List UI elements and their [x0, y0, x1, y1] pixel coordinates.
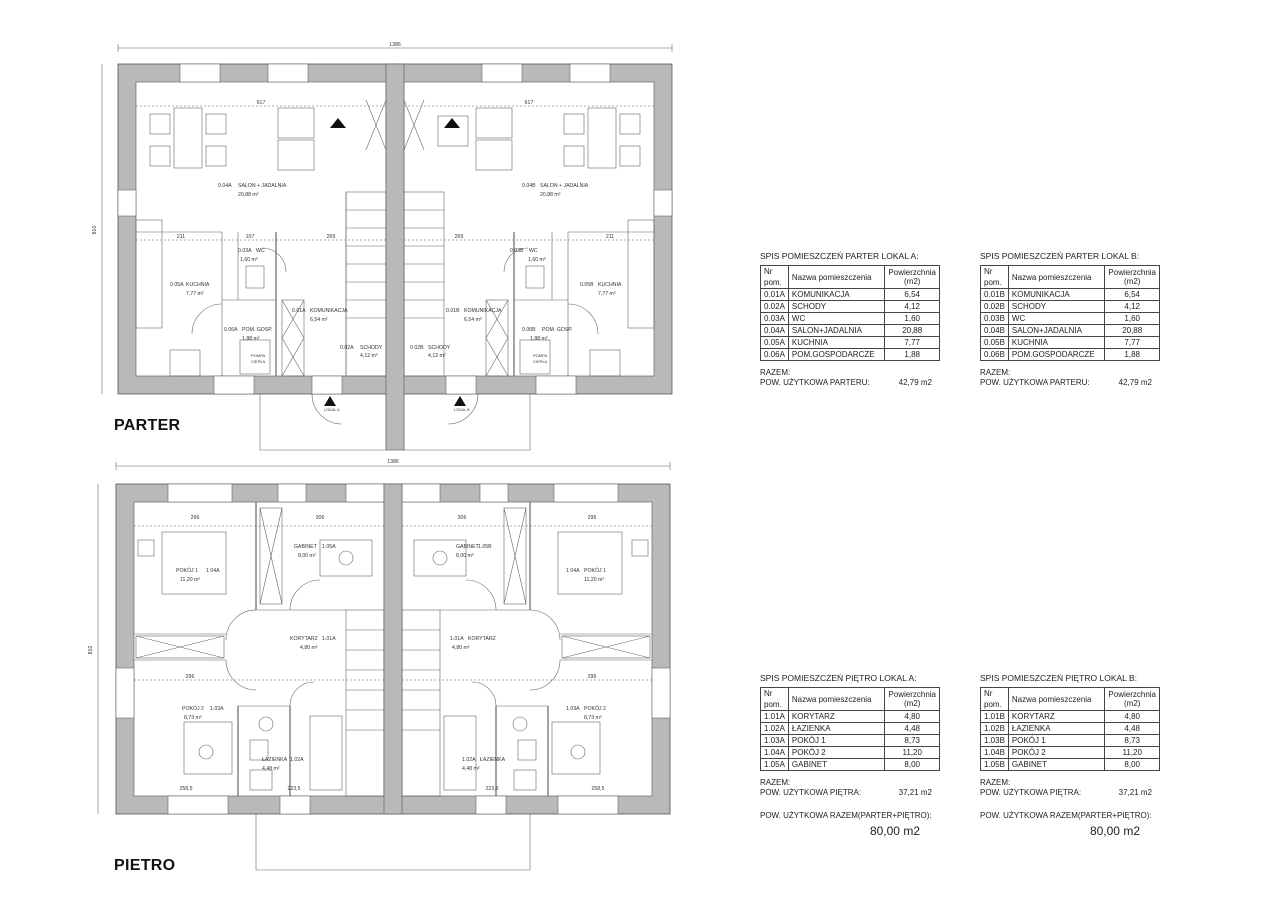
room-id-1.03A: 1.03A [210, 706, 224, 712]
cell-nr: 1.01A [761, 711, 789, 723]
cell-area: 4,48 [1105, 723, 1160, 735]
table-pietro-a [760, 673, 940, 837]
cell-area: 4,80 [885, 711, 940, 723]
cell-area: 11,20 [885, 747, 940, 759]
room-area-1.05A: 8,00 m² [298, 553, 316, 559]
cell-area: 8,00 [1105, 759, 1160, 771]
dim-617-a: 617 [256, 100, 266, 106]
cell-name: POKÓJ 2 [1008, 747, 1105, 759]
cell-name: WC [1008, 313, 1105, 325]
room-area-1.04B: 11,20 m² [584, 577, 605, 583]
room-id-1.01B: 1.01A [450, 636, 464, 642]
dim-306-a: 306 [315, 515, 325, 521]
entry-arrow-b [454, 396, 466, 406]
room-id-0.06A: 0.06A [224, 327, 238, 333]
cell-nr: 0.05B [981, 337, 1009, 349]
cell-name: ŁAZIENKA [788, 723, 885, 735]
table-row [981, 735, 1160, 747]
table-pietro-b [980, 673, 1160, 837]
room-area-1.02B: 4,48 m² [462, 766, 480, 772]
cell-name: KUCHNIA [788, 337, 885, 349]
cell-nr: 1.02B [981, 723, 1009, 735]
cell-name: KOMUNIKACJA [1008, 289, 1105, 301]
dim-223-a: 223,5 [287, 786, 301, 792]
table-row [981, 723, 1160, 735]
cell-area: 8,73 [1105, 735, 1160, 747]
boiler-label-b2: CIEPŁA [533, 359, 548, 364]
room-id-1.04A: 1.04A [206, 568, 220, 574]
table-title: SPIS POMIESZCZEŃ PIĘTRO LOKAL A: [760, 673, 917, 683]
cell-nr: 0.06B [981, 349, 1009, 361]
table-title: SPIS POMIESZCZEŃ PIĘTRO LOKAL B: [980, 673, 1137, 683]
sum-label-1: RAZEM: [980, 368, 1011, 377]
cell-nr: 1.04A [761, 747, 789, 759]
col-area: Powierzchnia (m2) [885, 688, 940, 711]
room-name-0.02A: SCHODY [360, 345, 383, 351]
room-name-1.05B: GABINET [456, 544, 479, 550]
cell-area: 1,60 [1105, 313, 1160, 325]
room-area-0.05B: 7,77 m² [598, 291, 616, 297]
cell-nr: 0.01B [981, 289, 1009, 301]
cell-name: ŁAZIENKA [1008, 723, 1105, 735]
cell-nr: 0.05A [761, 337, 789, 349]
room-name-0.03B: WC [529, 248, 538, 254]
room-name-1.03A: POKÓJ 2 [182, 706, 204, 712]
sum-label-2: POW. UŻYTKOWA PIĘTRA: [980, 788, 1082, 797]
cell-name: SALON+JADALNIA [788, 325, 885, 337]
cell-area: 1,60 [885, 313, 940, 325]
boiler-label-a1: POMPA [251, 353, 266, 358]
cell-area: 4,12 [885, 301, 940, 313]
cell-area: 1,88 [885, 349, 940, 361]
cell-nr: 1.03A [761, 735, 789, 747]
room-id-1.02A: 1.02A [290, 757, 304, 763]
cell-area: 20,88 [1105, 325, 1160, 337]
room-id-1.05A: 1.05A [322, 544, 336, 550]
table-row [981, 759, 1160, 771]
sum-label-2: POW. UŻYTKOWA PIĘTRA: [760, 788, 862, 797]
cell-nr: 0.04A [761, 325, 789, 337]
table-row [981, 325, 1160, 337]
table-row [981, 301, 1160, 313]
total-label: POW. UŻYTKOWA RAZEM(PARTER+PIĘTRO): [760, 811, 932, 820]
cell-nr: 0.02B [981, 301, 1009, 313]
col-name: Nazwa pomieszczenia [1008, 688, 1105, 711]
room-area-0.02B: 4,12 m² [428, 353, 446, 359]
cell-name: WC [788, 313, 885, 325]
cell-name: KUCHNIA [1008, 337, 1105, 349]
cell-nr: 0.03A [761, 313, 789, 325]
cell-nr: 1.01B [981, 711, 1009, 723]
room-area-0.04B: 20,88 m² [540, 192, 561, 198]
table-title: SPIS POMIESZCZEŃ PARTER LOKAL B: [980, 251, 1140, 261]
table-row [761, 735, 940, 747]
dim-left-pietro: 810 [88, 645, 94, 655]
room-id-0.05B: 0.05B [580, 282, 594, 288]
table-row [761, 349, 940, 361]
summary [760, 368, 940, 388]
room-name-0.06A: POM. GOSP. [242, 327, 273, 333]
room-area-0.01B: 6,54 m² [464, 317, 482, 323]
room-area-0.04A: 20,88 m² [238, 192, 259, 198]
cell-name: SCHODY [788, 301, 885, 313]
room-name-1.05A: GABINET [294, 544, 317, 550]
room-name-1.04B: POKÓJ 1 [584, 568, 606, 574]
dim-107-a: 107 [245, 234, 255, 240]
sum-label-1: RAZEM: [760, 368, 791, 377]
table-row [761, 337, 940, 349]
cell-nr: 1.02A [761, 723, 789, 735]
table-row [981, 711, 1160, 723]
cell-nr: 1.04B [981, 747, 1009, 759]
room-id-0.03A: 0.03A [238, 248, 252, 254]
cell-area: 4,80 [1105, 711, 1160, 723]
room-area-0.03B: 1,60 m² [528, 257, 546, 263]
dim-296-a: 296 [190, 515, 200, 521]
cell-nr: 0.04B [981, 325, 1009, 337]
room-id-1.04B: 1.04A [566, 568, 580, 574]
cell-name: POM.GOSPODARCZE [1008, 349, 1105, 361]
cell-name: GABINET [788, 759, 885, 771]
room-name-0.01A: KOMUNIKACJA [310, 308, 348, 314]
cell-nr: 0.03B [981, 313, 1009, 325]
room-area-0.03A: 1,60 m² [240, 257, 258, 263]
cell-area: 8,00 [885, 759, 940, 771]
cell-area: 1,88 [1105, 349, 1160, 361]
dim-296-b: 296 [587, 515, 597, 521]
col-area: Powierzchnia (m2) [1105, 266, 1160, 289]
room-table [760, 265, 940, 361]
heading-pietro: PIETRO [114, 857, 176, 874]
table-row [981, 289, 1160, 301]
room-area-1.05B: 8,00 m² [456, 553, 474, 559]
room-area-1.01B: 4,80 m² [452, 645, 470, 651]
table-row [981, 313, 1160, 325]
room-name-1.01B: KORYTARZ [468, 636, 496, 642]
entry-arrow-a [324, 396, 336, 406]
dim-269-a: 269 [326, 234, 336, 240]
dim-top-pietro: 1386 [387, 459, 399, 465]
sum-label-1: RAZEM: [760, 778, 791, 787]
cell-nr: 0.02A [761, 301, 789, 313]
room-area-1.04A: 11,20 m² [180, 577, 201, 583]
room-area-0.06B: 1,88 m² [530, 336, 548, 342]
summary [760, 778, 940, 798]
table-title: SPIS POMIESZCZEŃ PARTER LOKAL A: [760, 251, 919, 261]
total-value: 80,00 m2 [869, 824, 920, 838]
cell-name: GABINET [1008, 759, 1105, 771]
room-name-1.01A: KORYTARZ [290, 636, 318, 642]
cell-name: SCHODY [1008, 301, 1105, 313]
sum-label-2: POW. UŻYTKOWA PARTERU: [980, 378, 1090, 387]
entry-label-b: LOKAL B [454, 408, 470, 412]
room-area-1.03A: 8,73 m² [184, 715, 202, 721]
cell-name: POM.GOSPODARCZE [788, 349, 885, 361]
cell-name: KORYTARZ [1008, 711, 1105, 723]
room-id-0.04B: 0.04B [522, 183, 536, 189]
heading-parter: PARTER [114, 417, 181, 434]
cell-nr: 0.01A [761, 289, 789, 301]
cell-name: KORYTARZ [788, 711, 885, 723]
total-value: 80,00 m2 [1089, 824, 1140, 838]
entry-label-a: LOKAL A [324, 408, 340, 412]
dim-306-b: 306 [457, 515, 467, 521]
table-row [981, 747, 1160, 759]
cell-name: POKÓJ 1 [1008, 735, 1105, 747]
table-row [761, 325, 940, 337]
cell-nr: 1.05B [981, 759, 1009, 771]
col-area: Powierzchnia (m2) [1105, 688, 1160, 711]
col-name: Nazwa pomieszczenia [1008, 266, 1105, 289]
room-id-0.04A: 0.04A [218, 183, 232, 189]
cell-area: 20,88 [885, 325, 940, 337]
col-nr: Nr pom. [981, 688, 1009, 711]
table-parter-a [760, 251, 940, 388]
dim-617-b: 617 [524, 100, 534, 106]
boiler-label-b1: POMPA [533, 353, 548, 358]
room-id-1.02B: 1.02A [462, 757, 476, 763]
room-id-0.01A: 0.01A [292, 308, 306, 314]
room-name-1.02A: ŁAZIENKA [262, 757, 288, 763]
cell-area: 8,73 [885, 735, 940, 747]
sum-label-1: RAZEM: [980, 778, 1011, 787]
room-id-1.03B: 1.03A [566, 706, 580, 712]
room-id-0.06B: 0.06B [522, 327, 536, 333]
table-row [761, 313, 940, 325]
table-row [761, 301, 940, 313]
room-name-1.03B: POKÓJ 2 [584, 706, 606, 712]
dim-269-b: 269 [454, 234, 464, 240]
room-name-0.06B: POM. GOSP. [542, 327, 573, 333]
cell-area: 4,48 [885, 723, 940, 735]
cell-nr: 0.06A [761, 349, 789, 361]
room-name-0.05A: KUCHNIA [186, 282, 210, 288]
dim-top-parter: 1386 [389, 42, 401, 48]
col-nr: Nr pom. [761, 688, 789, 711]
dim-296-c: 296 [185, 674, 195, 680]
table-row [761, 747, 940, 759]
col-nr: Nr pom. [981, 266, 1009, 289]
room-id-1.05B: 1.05B [478, 544, 492, 550]
col-area: Powierzchnia (m2) [885, 266, 940, 289]
dim-296-d: 296 [587, 674, 597, 680]
room-area-1.02A: 4,48 m² [262, 766, 280, 772]
cell-nr: 1.03B [981, 735, 1009, 747]
room-id-0.02A: 0.02A [340, 345, 354, 351]
room-name-1.04A: POKÓJ 1 [176, 568, 198, 574]
table-row [981, 337, 1160, 349]
table-row [761, 759, 940, 771]
table-row [761, 289, 940, 301]
cell-area: 7,77 [1105, 337, 1160, 349]
total-label: POW. UŻYTKOWA RAZEM(PARTER+PIĘTRO): [980, 811, 1152, 820]
table-row [761, 723, 940, 735]
sum-value: 42,79 m2 [1118, 378, 1152, 387]
cell-area: 6,54 [1105, 289, 1160, 301]
table-row [981, 349, 1160, 361]
room-area-1.01A: 4,80 m² [300, 645, 318, 651]
room-id-0.01B: 0.01B [446, 308, 460, 314]
col-nr: Nr pom. [761, 266, 789, 289]
room-area-1.03B: 8,73 m² [584, 715, 602, 721]
cell-name: KOMUNIKACJA [788, 289, 885, 301]
cell-area: 11,20 [1105, 747, 1160, 759]
room-area-0.02A: 4,12 m² [360, 353, 378, 359]
boiler-label-a2: CIEPŁA [251, 359, 266, 364]
sum-value: 42,79 m2 [898, 378, 932, 387]
room-name-1.02B: ŁAZIENKA [480, 757, 506, 763]
room-area-0.01A: 6,54 m² [310, 317, 328, 323]
dim-211-b: 211 [605, 234, 615, 240]
room-name-0.01B: KOMUNIKACJA [464, 308, 502, 314]
table-parter-b [980, 251, 1160, 388]
dim-left-parter: 810 [92, 225, 98, 235]
room-area-0.06A: 1,88 m² [242, 336, 260, 342]
room-name-0.03A: WC [256, 248, 265, 254]
dim-258-b: 258,5 [591, 786, 605, 792]
room-name-0.05B: KUCHNIA [598, 282, 622, 288]
dim-258-a: 258,5 [179, 786, 193, 792]
table-row [761, 711, 940, 723]
room-table [980, 687, 1160, 771]
cell-name: POKÓJ 1 [788, 735, 885, 747]
sum-value: 37,21 m2 [898, 788, 932, 797]
cell-area: 4,12 [1105, 301, 1160, 313]
dim-211-a: 211 [176, 234, 186, 240]
summary [980, 778, 1160, 798]
room-table [760, 687, 940, 771]
cell-nr: 1.05A [761, 759, 789, 771]
room-name-0.04A: SALON + JADALNIA [238, 183, 287, 189]
room-id-0.02B: 0.02B [410, 345, 424, 351]
sum-value: 37,21 m2 [1118, 788, 1152, 797]
sum-label-2: POW. UŻYTKOWA PARTERU: [760, 378, 870, 387]
cell-area: 6,54 [885, 289, 940, 301]
room-area-0.05A: 7,77 m² [186, 291, 204, 297]
room-id-1.01A: 1.01A [322, 636, 336, 642]
summary [980, 368, 1160, 388]
dim-223-b: 223,5 [485, 786, 499, 792]
room-id-0.03B: 0.03B [510, 248, 524, 254]
room-name-0.02B: SCHODY [428, 345, 451, 351]
room-id-0.05A: 0.05A [170, 282, 184, 288]
room-name-0.04B: SALON + JADALNIA [540, 183, 589, 189]
cell-area: 7,77 [885, 337, 940, 349]
room-table [980, 265, 1160, 361]
col-name: Nazwa pomieszczenia [788, 266, 885, 289]
col-name: Nazwa pomieszczenia [788, 688, 885, 711]
cell-name: SALON+JADALNIA [1008, 325, 1105, 337]
cell-name: POKÓJ 2 [788, 747, 885, 759]
